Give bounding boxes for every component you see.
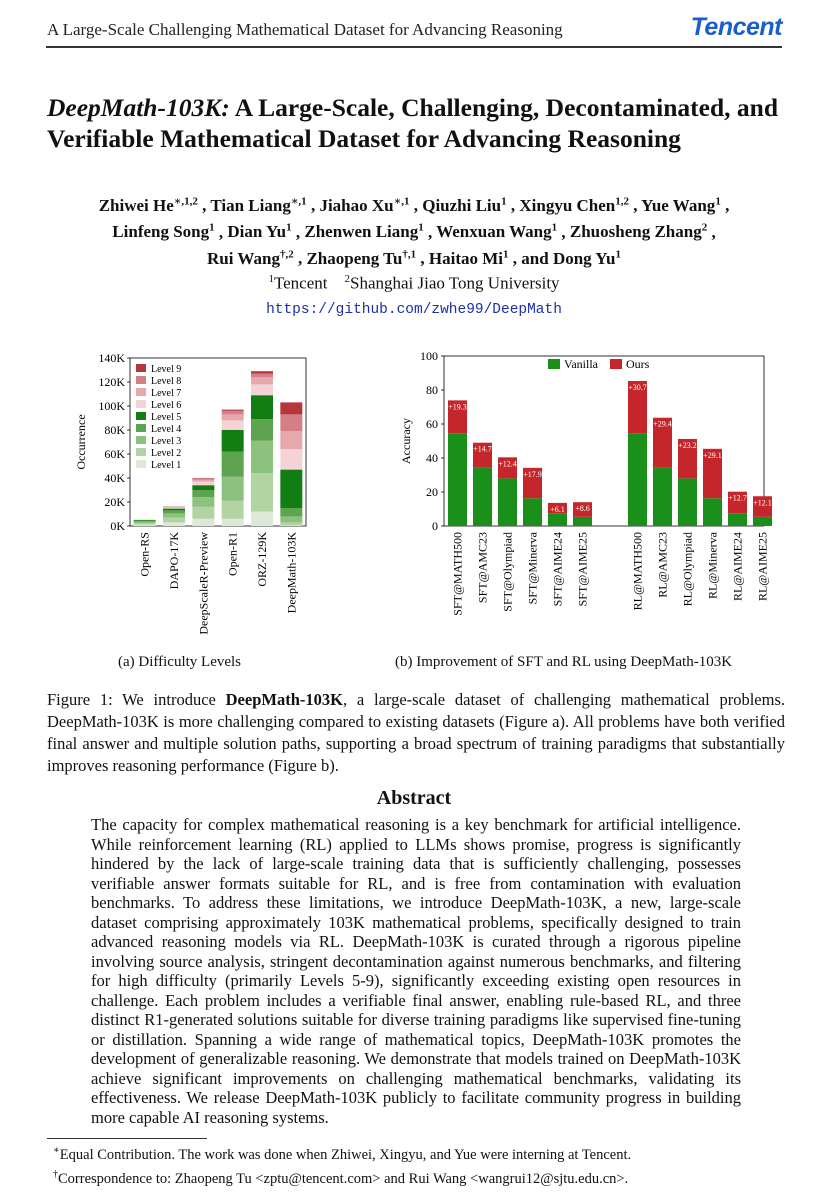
bar-segment <box>280 516 302 522</box>
bar-segment <box>192 480 214 482</box>
footnote-2 <box>53 1165 793 1189</box>
bar-segment <box>280 414 302 431</box>
affil-1-sup: 1 <box>268 273 274 285</box>
figure-a-caption: (a) Difficulty Levels <box>118 654 242 670</box>
bar-segment <box>222 452 244 477</box>
bar-segment <box>192 485 214 490</box>
caption-rest: , a large-scale dataset of challenging mathematical problems. DeepMath-103K is more challenging compared to existing datasets (Figure a). All problems have both verified final answer and multiple solution paths, supporting a broad spectrum of training paradigms that substantially improves reasoning performance (Figure b). <box>47 690 785 775</box>
y-tick-label: 60K <box>104 447 125 461</box>
author-affiliation-sup: †,1 <box>402 248 417 261</box>
author-list: Zhiwei $He^{∗,1,2}$ , Tian Liang$^{∗,1}$ , Jiahao $Xu^{∗,1}$ , Qiuzhi Liu$^1$ , Xingyu Chen$^{1,2}$ , Yue Wang$^1$ , Linfeng Song$^1$ , Dian Yu$^1$ , Zhenwen Liang$^1$ , Wenxuan Wang$^1$ , Zhuosheng Zhang$^2$ , Rui Wang$^{\dagger,2}$ , Zhaopeng $Tu^{\dagger,1}$ , Haitao Mi$^1$ , and Dong Yu$^1$ <box>98 195 730 268</box>
x-tick-label: DeepMath-103K <box>284 532 299 614</box>
legend-swatch <box>610 359 622 369</box>
author: Zhaopeng $Tu^{\dagger,1}$ <box>306 248 417 268</box>
x-tick-label: SFT@AIME25 <box>575 532 590 607</box>
y-tick-label: 100 <box>420 349 438 363</box>
figure-caption <box>47 689 785 777</box>
caption-lead: Figure 1: We introduce <box>47 690 226 709</box>
y-tick-label: 140K <box>98 351 125 365</box>
bar-segment <box>163 518 185 523</box>
affil-1: Tencent <box>273 273 328 293</box>
legend-label: Level 3 <box>151 436 182 447</box>
affil-2: Shanghai Jiao Tong University <box>350 273 560 293</box>
x-tick-label: Open-R1 <box>225 532 240 576</box>
y-tick-label: 40 <box>426 451 438 465</box>
author-affiliation-sup: 1 <box>715 195 721 207</box>
bar-segment <box>251 473 273 511</box>
x-tick-label: RL@MATH500 <box>630 532 645 611</box>
github-link[interactable]: https://github.com/zwhe99/DeepMath <box>266 302 562 318</box>
affil-2-sup: 2 <box>344 273 350 285</box>
bar-vanilla <box>523 498 542 526</box>
author-affiliation-sup: ∗,1 <box>393 195 410 207</box>
y-tick-label: 80 <box>426 383 438 397</box>
author-affiliation-sup: 1,2 <box>615 195 629 207</box>
bar-vanilla <box>728 513 747 526</box>
bar-segment <box>280 431 302 449</box>
footnote-2-text: Correspondence to: Zhaopeng Tu <zptu@tencent.com> and Rui Wang <wangrui12@sjtu.edu.cn>. <box>58 1170 629 1187</box>
bar-segment <box>163 509 185 511</box>
bar-segment <box>192 482 214 486</box>
bar-segment <box>251 371 273 373</box>
x-tick-label: DAPO-17K <box>167 532 181 590</box>
bar-segment <box>222 414 244 420</box>
bar-vanilla <box>448 433 467 526</box>
author-affiliation-sup: ∗,1 <box>290 195 307 207</box>
y-tick-label: 80K <box>104 423 125 437</box>
footnote-1 <box>53 1141 793 1165</box>
x-tick-label: SFT@Minerva <box>525 532 540 605</box>
caption-bold: DeepMath-103K <box>225 690 343 709</box>
bar-segment <box>251 377 273 384</box>
bar-segment <box>280 525 302 526</box>
author: Haitao Mi$^1$ <box>428 248 509 268</box>
bar-vanilla <box>573 517 592 526</box>
bar-segment <box>163 522 185 526</box>
legend-label: Level 2 <box>151 448 182 459</box>
bar-vanilla <box>753 517 772 526</box>
author: Rui Wang$^{\dagger,2}$ <box>207 248 294 268</box>
paper-title <box>47 92 787 154</box>
author: Zhuosheng Zhang$^2$ <box>569 221 708 242</box>
legend-swatch <box>136 448 146 456</box>
bar-segment <box>192 479 214 480</box>
bar-vanilla <box>473 468 492 526</box>
legend-swatch <box>136 412 146 420</box>
author: Zhenwen Liang$^1$ <box>304 221 424 242</box>
bar-segment <box>251 395 273 419</box>
gain-label: +19.3 <box>448 402 467 412</box>
author: Linfeng Song$^1$ <box>112 221 215 242</box>
bar-segment <box>251 441 273 473</box>
x-tick-label: SFT@MATH500 <box>450 532 465 616</box>
x-tick-label: RL@Minerva <box>705 532 720 600</box>
author-affiliation-sup: 1 <box>503 248 509 261</box>
figure-b-caption: (b) Improvement of SFT and RL using DeepMath-103K <box>395 654 733 670</box>
title-italic: DeepMath-103K: <box>47 93 230 122</box>
bar-segment <box>222 430 244 452</box>
bar-segment <box>163 510 185 513</box>
footnote-1-mark: ∗ <box>53 1145 60 1156</box>
y-tick-label: 20 <box>426 485 438 499</box>
legend-swatch <box>136 460 146 468</box>
x-tick-label: RL@Olympiad <box>680 532 695 607</box>
bar-segment <box>251 512 273 526</box>
bar-segment <box>163 513 185 517</box>
gain-label: +12.7 <box>728 493 747 503</box>
bar-vanilla <box>498 478 517 526</box>
gain-label: +8.6 <box>575 504 590 514</box>
bar-segment <box>192 497 214 507</box>
bar-segment <box>251 419 273 441</box>
bar-segment <box>163 507 185 508</box>
legend-swatch <box>548 359 560 369</box>
x-tick-label: SFT@Olympiad <box>500 532 515 612</box>
x-tick-label: RL@AIME25 <box>755 532 770 602</box>
bar-segment <box>222 501 244 519</box>
bar-segment <box>280 402 302 414</box>
bar-segment <box>192 519 214 526</box>
header-rule <box>46 46 782 48</box>
bar-segment <box>134 521 156 522</box>
bar-segment <box>280 522 302 525</box>
author: Jiahao $Xu^{∗,1}$ <box>319 195 410 215</box>
legend-label: Level 5 <box>151 412 182 423</box>
bar-segment <box>280 470 302 508</box>
author-affiliation-sup: 1 <box>209 221 215 234</box>
bar-vanilla <box>653 468 672 526</box>
gain-label: +12.4 <box>498 459 517 469</box>
gain-label: +29.1 <box>703 450 722 460</box>
gain-label: +14.7 <box>473 444 492 454</box>
bar-segment <box>222 519 244 526</box>
x-tick-label: SFT@AMC23 <box>475 532 490 604</box>
author: Yue Wang$^1$ <box>641 195 721 215</box>
bar-segment <box>280 508 302 516</box>
legend-swatch <box>136 388 146 396</box>
legend-label: Level 7 <box>151 388 182 399</box>
y-axis-label: Occurrence <box>74 414 88 470</box>
footnote-rule <box>47 1138 207 1139</box>
footnotes <box>53 1141 793 1189</box>
difficulty-chart <box>70 340 310 640</box>
gain-label: +17.9 <box>523 469 542 479</box>
bar-segment <box>134 522 156 523</box>
author: Wenxuan Wang$^1$ <box>436 221 558 242</box>
bar-segment <box>134 520 156 521</box>
abstract-body: The capacity for complex mathematical reasoning is a key benchmark for artificial intelligence. While reinforcement learning (RL) applied to LLMs shows promise, progress is significantly hindered by the lack of large-scale training data that is sufficiently challenging, possesses verifiable answer formats suitable for RL, and is free from contamination with evaluation benchmarks. To address these limitations, we introduce DeepMath-103K, a new, large-scale dataset comprising approximately 103K mathematical problems, specifically designed to train advanced reasoning models via RL. DeepMath-103K is curated through a rigorous pipeline involving source analysis, stringent decontamination against numerous benchmarks, and filtering for high difficulty (primarily Levels 5-9), significantly exceeding existing open resources in challenge. Each problem includes a verifiable final answer, enabling rule-based RL, and three distinct R1-generated solutions suitable for diverse training paradigms like supervised fine-tuning or distillation. Spanning a wide range of mathematical topics, DeepMath-103K promotes the development of generalizable reasoning. We demonstrate that models trained on DeepMath-103K achieve significant improvements on challenging mathematical benchmarks, validating its effectiveness. We release DeepMath-103K publicly to facilitate community progress in building more capable AI reasoning systems. <box>91 815 741 1127</box>
bar-segment <box>134 525 156 526</box>
x-tick-label: RL@AMC23 <box>655 532 670 598</box>
legend-label: Level 6 <box>151 400 182 411</box>
author-affiliation-sup: †,2 <box>279 248 294 261</box>
y-tick-label: 60 <box>426 417 438 431</box>
legend-label: Level 8 <box>151 376 182 387</box>
author-affiliation-sup: 1 <box>615 248 621 261</box>
bar-segment <box>192 490 214 497</box>
legend-swatch <box>136 376 146 384</box>
y-tick-label: 20K <box>104 495 125 509</box>
author-affiliation-sup: 1 <box>286 221 292 234</box>
bar-segment <box>280 449 302 469</box>
bar-segment <box>251 384 273 395</box>
gain-label: +6.1 <box>550 504 565 514</box>
author: Zhiwei $He^{∗,1,2}$ <box>98 195 198 215</box>
footnote-2-mark: † <box>53 1168 58 1180</box>
x-tick-label: SFT@AIME24 <box>550 532 565 607</box>
author: Tian Liang$^{∗,1}$ <box>210 195 307 215</box>
legend-label: Level 4 <box>151 424 182 435</box>
y-tick-label: 100K <box>98 399 125 413</box>
bar-segment <box>163 508 185 509</box>
tencent-logo: Tencent <box>690 13 782 41</box>
legend-swatch <box>136 364 146 372</box>
x-tick-label: DeepScaleR-Preview <box>196 532 211 635</box>
legend-swatch <box>136 424 146 432</box>
affiliations <box>0 273 828 294</box>
legend-label: Level 1 <box>151 460 182 471</box>
gain-label: +29.4 <box>653 419 672 429</box>
bar-segment <box>222 410 244 411</box>
author-affiliation-sup: ∗,1,2 <box>173 195 198 207</box>
gain-label: +12.1 <box>753 498 772 508</box>
legend-label: Level 9 <box>151 364 182 375</box>
author: Qiuzhi Liu$^1$ <box>422 195 507 215</box>
footnote-1-text: Equal Contribution. The work was done when Zhiwei, Xingyu, and Yue were interning at Tencent. <box>59 1146 632 1163</box>
bar-vanilla <box>703 498 722 526</box>
bar-segment <box>222 477 244 501</box>
improvement-chart <box>380 340 780 640</box>
page-header <box>0 0 828 46</box>
bar-segment <box>222 411 244 415</box>
author-affiliation-sup: 1 <box>551 221 558 234</box>
bar-vanilla <box>548 513 567 526</box>
bar-vanilla <box>678 478 697 526</box>
x-tick-label: Open-RS <box>137 532 152 577</box>
title-line1: A Large-Scale, Challenging, Decontaminated, and <box>229 93 778 122</box>
y-tick-label: 0 <box>432 519 438 533</box>
legend-label: Vanilla <box>564 357 598 371</box>
bar-vanilla <box>628 433 647 526</box>
author-affiliation-sup: 1 <box>418 221 424 234</box>
author: Dian Yu$^1$ <box>227 221 292 242</box>
gain-label: +23.2 <box>678 440 697 450</box>
y-tick-label: 0K <box>110 519 125 533</box>
abstract-heading: Abstract <box>376 787 452 809</box>
bar-segment <box>251 374 273 378</box>
author: Xingyu Chen$^{1,2}$ <box>519 195 629 215</box>
author: and Dong Yu$^1$ <box>521 248 621 268</box>
legend-label: Ours <box>626 357 650 371</box>
y-tick-label: 40K <box>104 471 125 485</box>
bar-segment <box>192 507 214 519</box>
legend-swatch <box>136 400 146 408</box>
author-affiliation-sup: 1 <box>501 195 507 207</box>
legend-swatch <box>136 436 146 444</box>
y-tick-label: 120K <box>98 375 125 389</box>
bar-segment <box>134 523 156 525</box>
gain-label: +30.7 <box>628 382 647 392</box>
y-axis-label: Accuracy <box>399 418 413 464</box>
title-line2: Verifiable Mathematical Dataset for Advancing Reasoning <box>47 124 681 153</box>
bar-segment <box>222 420 244 430</box>
x-tick-label: RL@AIME24 <box>730 532 745 602</box>
x-tick-label: ORZ-129K <box>255 532 269 587</box>
running-title: A Large-Scale Challenging Mathematical Dataset for Advancing Reasoning <box>47 20 563 39</box>
author-affiliation-sup: 2 <box>701 221 708 234</box>
